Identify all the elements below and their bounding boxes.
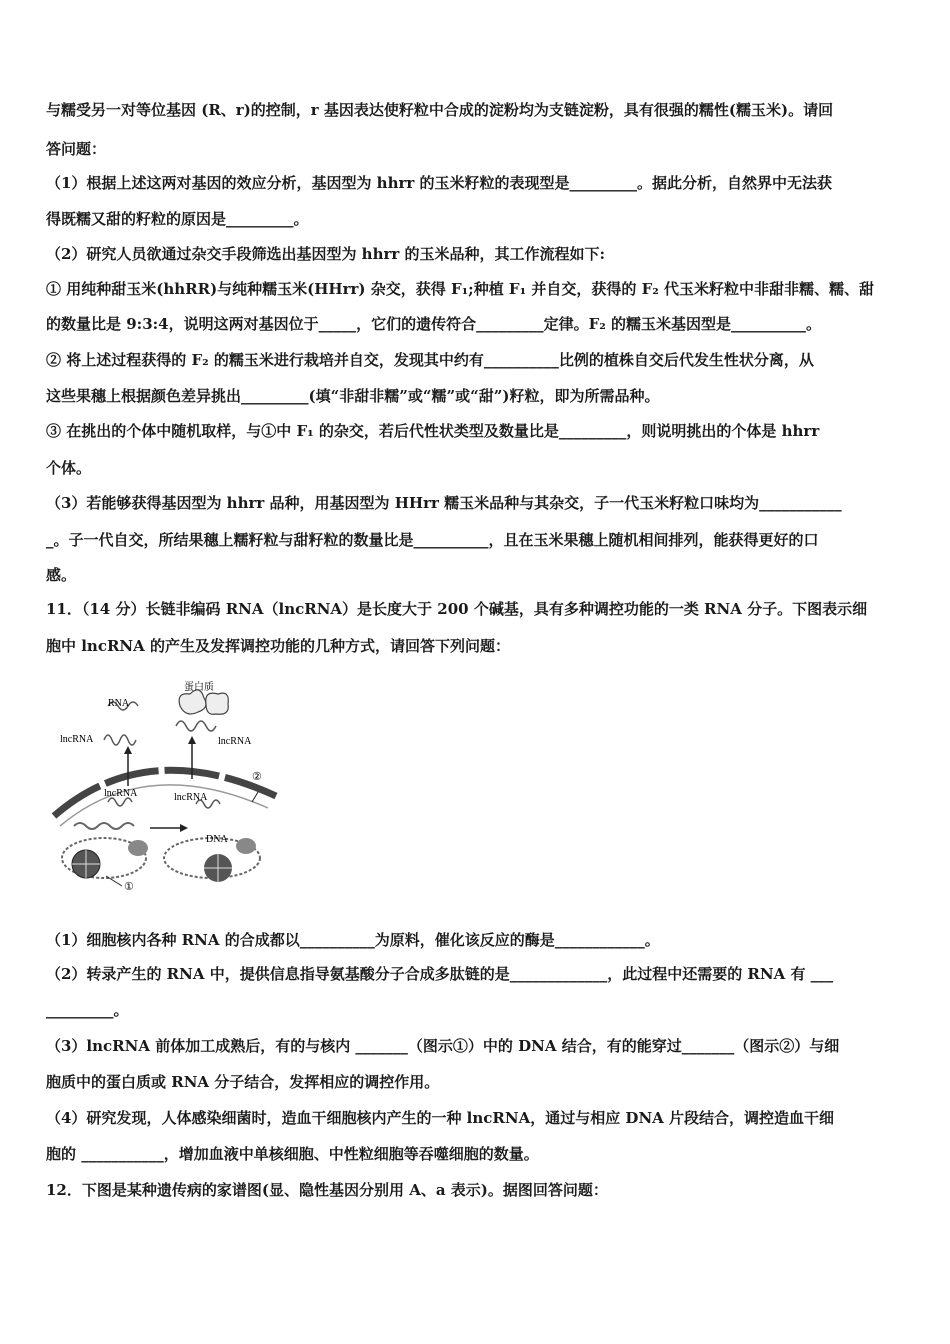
arrowhead [188,736,196,744]
label-rna: RNA [108,698,130,709]
text-line: （1）根据上述这两对基因的效应分析，基因型为 hhrr 的玉米籽粒的表现型是_________。据此分析，自然界中无法获 [46,174,833,192]
text-line: _________。 [46,1001,129,1019]
text-line: 胞中 lncRNA 的产生及发挥调控功能的几种方式，请回答下列问题： [46,637,510,655]
nuclear-envelope [54,770,276,816]
question-11-title: 11．（14 分）长链非编码 RNA（lncRNA）是长度大于 200 个碱基，具有多种调控功能的一类 RNA 分子。下图表示细 [46,600,868,618]
text-line: 得既糯又甜的籽粒的原因是_________。 [46,210,309,228]
lncrna-strand [108,798,132,806]
text-line: _。子一代自交，所结果穗上糯籽粒与甜籽粒的数量比是__________，且在玉米果穗上随机相间排列，能获得更好的口 [46,531,819,549]
text-line: ② 将上述过程获得的 F₂ 的糯玉米进行栽培并自交，发现其中约有__________比例的植株自交后代发生性状分离，从 [46,351,814,369]
text-line: 的数量比是 9:3:4，说明这两对基因位于_____，它们的遗传符合_________定律。F₂ 的糯玉米基因型是__________。 [46,315,822,333]
pointer-line-2 [252,792,258,802]
text-line: 胞质中的蛋白质或 RNA 分子结合，发挥相应的调控作用。 [46,1073,440,1091]
text-line: （1）细胞核内各种 RNA 的合成都以__________为原料，催化该反应的酶是____________。 [46,931,660,949]
text-line: （3）lncRNA 前体加工成熟后，有的与核内 _______（图示①）中的 DNA 结合，有的能穿过_______（图示②）与细 [46,1037,840,1055]
label-lncrna: lncRNA [104,788,138,799]
lncrna-strand [176,721,216,731]
protein-blob [206,693,229,714]
arrowhead [124,746,132,754]
protein-blob [179,690,206,714]
label-lncrna: lncRNA [60,734,94,745]
arrowhead [180,824,188,832]
question-12-title: 12．下图是某种遗传病的家谱图(显、隐性基因分别用 A、a 表示)。据图回答问题： [46,1181,608,1199]
text-line: ① 用纯种甜玉米(hhRR)与纯种糯玉米(HHrr) 杂交，获得 F₁;种植 F₁ 并自交，获得的 F₂ 代玉米籽粒中非甜非糯、糯、甜 [46,280,875,298]
text-line: 这些果穗上根据颜色差异挑出_________(填“非甜非糯”或“糯”或“甜”)籽粒，即为所需品种。 [46,387,660,405]
polymerase [236,838,256,854]
label-mark-2: ② [252,771,262,783]
text-line: （2）转录产生的 RNA 中，提供信息指导氨基酸分子合成多肽链的是_____________，此过程中还需要的 RNA 有 ___ [46,965,834,983]
text-line: （2）研究人员欲通过杂交手段筛选出基因型为 hhrr 的玉米品种，其工作流程如下: [46,245,606,263]
text-line: 答问题： [46,140,107,158]
text-line: 胞的 ___________，增加血液中单核细胞、中性粒细胞等吞噬细胞的数量。 [46,1145,539,1163]
label-lncrna: lncRNA [174,792,208,803]
text-line: 个体。 [46,459,92,477]
text-line: 与糯受另一对等位基因 (R、r)的控制，r 基因表达使籽粒中合成的淀粉均为支链淀粉，具有很强的糯性(糯玉米)。请回 [46,101,834,119]
label-dna: DNA [206,834,228,845]
label-mark-1: ① [124,881,134,893]
text-line: 感。 [46,566,77,584]
label-protein: 蛋白质 [184,682,214,693]
lncrna-diagram [46,676,286,902]
rna-strand [104,735,136,745]
polymerase [128,840,148,856]
text-line: （3）若能够获得基因型为 hhrr 品种，用基因型为 HHrr 糯玉米品种与其杂交，子一代玉米籽粒口味均为___________ [46,494,842,512]
dna-coil [74,823,134,829]
label-lncrna: lncRNA [218,736,252,747]
text-line: （4）研究发现，人体感染细菌时，造血干细胞核内产生的一种 lncRNA，通过与相应 DNA 片段结合，调控造血干细 [46,1109,835,1127]
text-line: ③ 在挑出的个体中随机取样，与①中 F₁ 的杂交，若后代性状类型及数量比是_________，则说明挑出的个体是 hhrr [46,422,820,440]
